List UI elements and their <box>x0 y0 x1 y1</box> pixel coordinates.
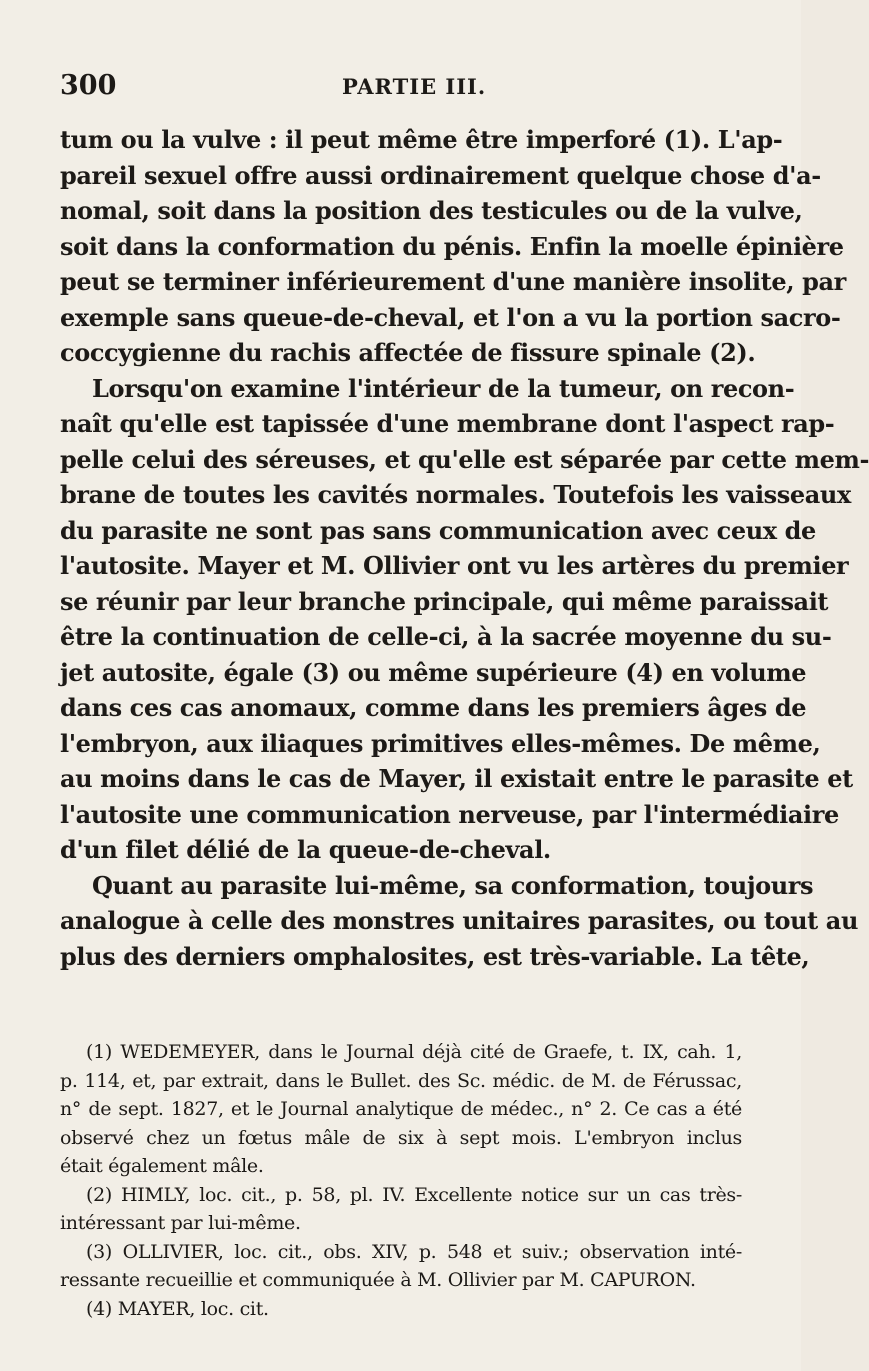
text-line: peut se terminer inférieurement d'une manière insolite, par <box>60 267 846 296</box>
footnote-line: p. 114, et, par extrait, dans le Bullet. des Sc. médic. de M. de Férussac, <box>60 1069 742 1092</box>
text-line: pareil sexuel offre aussi ordinairement quelque chose d'a- <box>60 160 821 190</box>
text-line: pelle celui des séreuses, et qu'elle est séparée par cette mem- <box>60 444 869 474</box>
text-line: analogue à celle des monstres unitaires parasites, ou tout au <box>60 906 859 935</box>
text-line: être la continuation de celle-ci, à la sacrée moyenne du su- <box>60 622 832 651</box>
text-line: exemple sans queue-de-cheval, et l'on a vu la portion sacro- <box>60 302 841 332</box>
footnote-line: observé chez un fœtus mâle de six à sept mois. L'embryon inclus <box>60 1126 742 1149</box>
text-line: l'autosite une communication nerveuse, par l'intermédiaire <box>60 799 839 829</box>
footnote-line: était également mâle. <box>60 1155 264 1177</box>
footnote-line: ressante recueillie et communiquée à M. Ollivier par M. CAPURON. <box>60 1269 696 1291</box>
text-line: jet autosite, égale (3) ou même supérieure (4) en volume <box>60 657 807 687</box>
text-line: naît qu'elle est tapissée d'une membrane dont l'aspect rap- <box>60 409 835 438</box>
footnote-line: (2) HIMLY, loc. cit., p. 58, pl. IV. Excellente notice sur un cas très- <box>86 1183 742 1206</box>
text-line: l'embryon, aux iliaques primitives elles-mêmes. De même, <box>60 728 821 758</box>
text-line: Quant au parasite lui-même, sa conformation, toujours <box>92 870 814 900</box>
footnote-line: n° de sept. 1827, et le Journal analytique de médec., n° 2. Ce cas a été <box>60 1098 742 1120</box>
text-line: dans ces cas anomaux, comme dans les premiers âges de <box>60 693 807 722</box>
text-line: au moins dans le cas de Mayer, il existait entre le parasite et <box>60 764 853 793</box>
footnote-line: (4) MAYER, loc. cit. <box>86 1297 269 1320</box>
footnote-line: intéressant par lui-même. <box>60 1212 301 1234</box>
page-number: 300 <box>60 70 117 101</box>
text-line: plus des derniers omphalosites, est très-variable. La tête, <box>60 941 810 971</box>
text-line: brane de toutes les cavités normales. Toutefois les vaisseaux <box>60 480 851 509</box>
text-line: nomal, soit dans la position des testicules ou de la vulve, <box>60 196 803 225</box>
text-line: se réunir par leur branche principale, qui même paraissait <box>60 586 829 616</box>
main-text <box>60 122 869 974</box>
text-line: du parasite ne sont pas sans communication avec ceux de <box>60 515 816 545</box>
text-line: tum ou la vulve : il peut même être imperforé (1). L'ap- <box>60 125 783 154</box>
text-line: l'autosite. Mayer et M. Ollivier ont vu les artères du premier <box>60 551 849 580</box>
footnote-line: (3) OLLIVIER, loc. cit., obs. XIV, p. 548 et suiv.; observation inté- <box>86 1240 742 1263</box>
text-line: soit dans la conformation du pénis. Enfin la moelle épinière <box>60 231 844 261</box>
text-line: Lorsqu'on examine l'intérieur de la tumeur, on recon- <box>92 373 795 403</box>
footnote-line: (1) WEDEMEYER, dans le Journal déjà cité de Graefe, t. IX, cah. 1, <box>86 1041 742 1063</box>
footnotes <box>60 1038 742 1323</box>
running-head: PARTIE III. <box>342 74 487 99</box>
text-line: d'un filet délié de la queue-de-cheval. <box>60 835 551 864</box>
page-header <box>60 70 740 110</box>
text-line: coccygienne du rachis affectée de fissure spinale (2). <box>60 338 756 367</box>
